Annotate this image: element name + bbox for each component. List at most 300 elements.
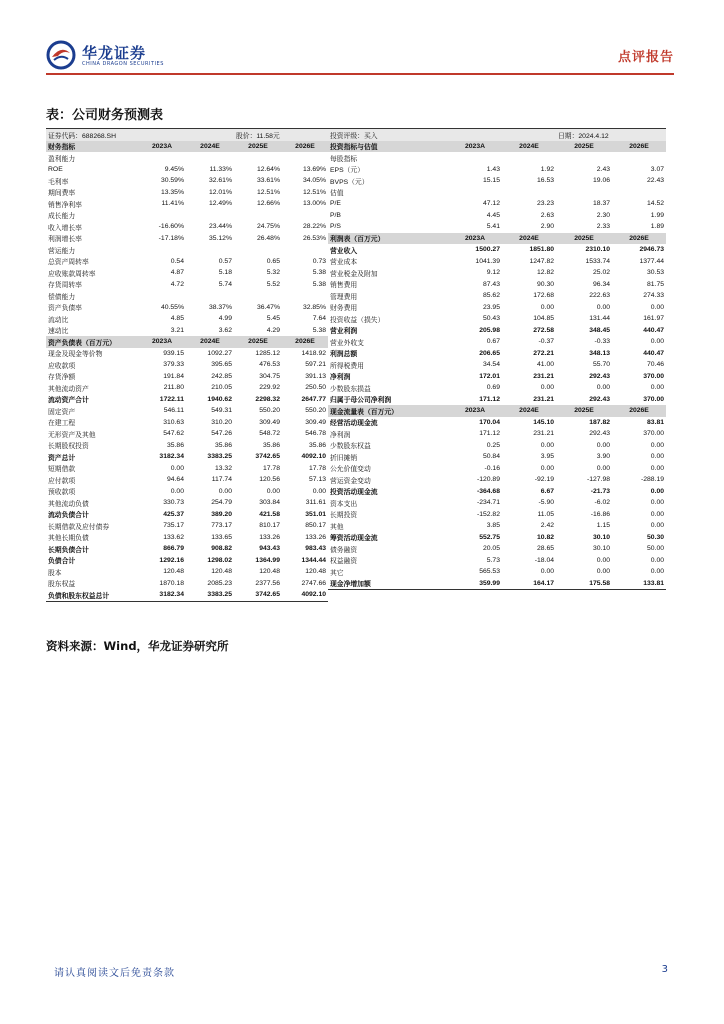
cell-value: 565.53: [479, 568, 500, 576]
cell-value: 231.21: [533, 430, 555, 438]
row-label: 投资收益（损失）: [330, 316, 385, 324]
cell-value: 939.15: [163, 349, 184, 357]
row-label: 负债合计: [48, 558, 76, 566]
cell-value: 5.41: [486, 223, 500, 231]
cell-value: 0.65: [266, 257, 280, 265]
cell-value: 133.65: [211, 533, 232, 541]
cell-value: 57.13: [309, 476, 327, 484]
investment-rating: 投资评级：买入: [328, 129, 556, 141]
cell-value: 1940.62: [207, 395, 232, 403]
cell-value: 4.87: [170, 269, 184, 277]
cell-value: 1364.99: [255, 556, 280, 564]
cell-value: 309.49: [305, 418, 327, 426]
row-label: 现金净增加额: [328, 578, 448, 590]
cell-value: 23.44%: [208, 223, 232, 231]
cell-value: 30.10: [593, 533, 611, 541]
cell-value: 303.84: [259, 499, 280, 507]
table-row: [46, 532, 328, 544]
row-label: 在建工程: [48, 420, 76, 428]
cell-value: 391.13: [305, 372, 327, 380]
table-row: [328, 463, 666, 475]
cell-value: 348.45: [589, 326, 611, 334]
cell-value: 120.56: [259, 476, 280, 484]
table-row: [328, 175, 666, 187]
row-label: 收入增长率: [48, 224, 82, 232]
header-divider: [46, 73, 674, 75]
cell-value: -152.82: [476, 510, 500, 518]
cell-value: 866.79: [163, 545, 184, 553]
cell-value: 311.61: [305, 499, 327, 507]
cell-value: 70.46: [647, 361, 665, 369]
cell-value: 11.41%: [161, 200, 184, 208]
column-header: 2026E: [612, 141, 666, 153]
cell-value: 1533.74: [585, 257, 611, 265]
cell-value: 16.53: [537, 177, 555, 185]
cell-value: 170.04: [479, 418, 500, 426]
row-label: 速动比: [48, 328, 69, 336]
cell-value: -6.02: [594, 499, 611, 507]
row-label: 偿债能力: [48, 293, 76, 301]
cell-value: 2.90: [540, 223, 555, 231]
table-row: [46, 244, 328, 256]
row-label: P/S: [330, 223, 341, 231]
cell-value: 0.00: [650, 556, 665, 564]
cell-value: 35.86: [309, 441, 327, 449]
cell-value: 2.33: [596, 223, 611, 231]
cell-value: 348.13: [589, 349, 611, 357]
cell-value: 191.84: [163, 372, 184, 380]
cell-value: 0.00: [596, 568, 611, 576]
cell-value: [186, 152, 234, 164]
cell-value: 231.21: [533, 372, 555, 380]
cell-value: 4.29: [266, 326, 280, 334]
table-row: [328, 555, 666, 567]
row-label: 资产负债率: [48, 305, 82, 313]
cell-value: 10.82: [537, 533, 555, 541]
cell-value: 370.00: [643, 395, 665, 403]
table-row: [46, 486, 328, 498]
cell-value: [138, 152, 186, 164]
row-label: 期间费率: [48, 190, 76, 198]
cell-value: 1500.27: [475, 246, 500, 254]
cell-value: 1851.80: [529, 246, 555, 254]
cell-value: 395.65: [211, 361, 232, 369]
cell-value: [282, 210, 328, 222]
cell-value: 5.45: [266, 315, 280, 323]
cell-value: 908.82: [211, 545, 232, 553]
cell-value: 597.21: [305, 361, 327, 369]
row-label: 长期股权投资: [48, 443, 89, 451]
row-label: 所得税费用: [330, 362, 364, 370]
row-label: 其它: [330, 569, 344, 577]
row-label: 营业收入: [330, 247, 358, 255]
cell-value: 0.54: [170, 257, 184, 265]
cell-value: 28.65: [537, 545, 555, 553]
row-label: 应收款项: [48, 362, 76, 370]
cell-value: 1298.02: [207, 556, 232, 564]
info-bar-right: [328, 129, 666, 141]
row-label: 管理费用: [330, 293, 358, 301]
table-row: [46, 187, 328, 199]
cell-value: 1292.16: [159, 556, 184, 564]
cell-value: 206.65: [479, 349, 500, 357]
cell-value: 81.75: [647, 280, 665, 288]
table-row: [328, 348, 666, 360]
table-row: [328, 302, 666, 314]
cell-value: 11.05: [537, 510, 555, 518]
cell-value: 4092.10: [301, 453, 327, 461]
cell-value: 1.99: [650, 211, 665, 219]
stock-code: 证券代码：688268.SH: [46, 129, 234, 141]
cell-value: 351.01: [305, 510, 327, 518]
table-row: [46, 152, 328, 164]
row-label: 长期投资: [330, 512, 358, 520]
cell-value: 32.85%: [302, 303, 327, 311]
row-label: 流动比: [48, 316, 69, 324]
section-title: 现金流量表（百万元）: [328, 405, 448, 417]
table-row: [46, 451, 328, 463]
cell-value: 90.30: [537, 280, 555, 288]
page-number: 3: [661, 964, 668, 975]
table-row: [328, 566, 666, 578]
cell-value: 1.43: [486, 165, 500, 173]
cell-value: 254.79: [211, 499, 232, 507]
cell-value: [282, 290, 328, 302]
row-label: 归属于母公司净利润: [330, 397, 392, 405]
cell-value: -120.89: [476, 476, 500, 484]
cell-value: 26.53%: [302, 234, 327, 242]
cell-value: 187.82: [589, 418, 611, 426]
row-label: 销售费用: [330, 282, 358, 290]
cell-value: [186, 290, 234, 302]
cell-value: 211.80: [163, 384, 184, 392]
table-row: [46, 497, 328, 509]
cell-value: -16.86: [590, 510, 611, 518]
cell-value: 94.64: [166, 476, 184, 484]
cell-value: 272.21: [533, 349, 555, 357]
table-row: [328, 474, 666, 486]
cell-value: 7.64: [312, 315, 327, 323]
cell-value: 850.17: [305, 522, 327, 530]
cell-value: 292.43: [589, 430, 611, 438]
cell-value: 6.67: [540, 487, 555, 495]
row-label: 每股指标: [330, 155, 358, 163]
cell-value: 12.64%: [256, 165, 280, 173]
cell-value: 12.82: [537, 269, 555, 277]
source-note: 资料来源：Wind，华龙证券研究所: [46, 639, 229, 653]
table-row: [46, 566, 328, 578]
cell-value: 0.00: [650, 464, 665, 472]
cell-value: 55.70: [593, 361, 611, 369]
info-bar-left: [46, 129, 328, 141]
cell-value: 0.00: [650, 453, 665, 461]
cell-value: 11.33%: [209, 165, 232, 173]
report-type: 点评报告: [617, 50, 674, 65]
column-header: 2023A: [138, 141, 186, 153]
table-row: [328, 336, 666, 348]
cell-value: 30.10: [593, 545, 611, 553]
cell-value: 0.00: [170, 464, 184, 472]
cell-value: 274.33: [643, 292, 665, 300]
cell-value: 1344.44: [301, 556, 327, 564]
cell-value: 2.30: [596, 211, 611, 219]
cell-value: 145.10: [533, 418, 555, 426]
cell-value: 3.95: [540, 453, 555, 461]
table-row: [46, 474, 328, 486]
cell-value: 175.58: [556, 578, 612, 590]
cell-value: 1377.44: [639, 257, 665, 265]
table-row: [328, 221, 666, 233]
cell-value: 3.90: [596, 453, 611, 461]
table-row: [328, 394, 666, 406]
cell-value: -288.19: [640, 476, 665, 484]
cell-value: 5.38: [312, 269, 327, 277]
cell-value: 379.33: [163, 361, 184, 369]
cell-value: 38.37%: [208, 303, 232, 311]
row-label: 预收款项: [48, 489, 76, 497]
cell-value: 50.84: [482, 453, 500, 461]
row-label: 营业外收支: [330, 339, 364, 347]
cell-value: [186, 210, 234, 222]
column-header: 2024E: [502, 233, 556, 245]
table-row: [328, 267, 666, 279]
cell-value: 85.62: [482, 292, 500, 300]
table-row: [328, 187, 666, 199]
row-label: 销售净利率: [48, 201, 82, 209]
cell-value: [556, 187, 612, 199]
cell-value: [186, 244, 234, 256]
table-row: [46, 210, 328, 222]
table-row: [46, 382, 328, 394]
row-label: 投资活动现金流: [330, 489, 378, 497]
table-row: [328, 486, 666, 498]
cell-value: 309.49: [259, 418, 280, 426]
cell-value: -16.60%: [158, 223, 184, 231]
table-row: [328, 532, 666, 544]
cell-value: 133.81: [612, 578, 666, 590]
table-row: [46, 198, 328, 210]
table-row: [328, 279, 666, 291]
cell-value: 0.00: [596, 441, 611, 449]
table-row: [328, 210, 666, 222]
cell-value: 0.73: [312, 257, 327, 265]
cell-value: 35.86: [166, 441, 184, 449]
cell-value: 0.00: [266, 487, 280, 495]
cell-value: 2085.23: [207, 579, 232, 587]
cell-value: 34.05%: [302, 177, 327, 185]
cell-value: [612, 152, 666, 164]
cell-value: [138, 210, 186, 222]
table-row: [328, 198, 666, 210]
table-row: [328, 244, 666, 256]
cell-value: 9.12: [486, 269, 500, 277]
cell-value: 120.48: [259, 568, 280, 576]
cell-value: 440.47: [643, 326, 665, 334]
cell-value: 96.34: [593, 280, 611, 288]
cell-value: 3383.25: [207, 453, 232, 461]
cell-value: 19.06: [593, 177, 611, 185]
table-row: [46, 348, 328, 360]
cell-value: [282, 244, 328, 256]
cell-value: 3383.25: [186, 589, 234, 601]
cell-value: 0.00: [596, 303, 611, 311]
cell-value: 1285.12: [255, 349, 280, 357]
cell-value: 370.00: [643, 372, 665, 380]
row-label: 存货净额: [48, 374, 76, 382]
cell-value: [234, 152, 282, 164]
cell-value: 210.05: [211, 384, 232, 392]
cell-value: 4.72: [170, 280, 184, 288]
table-row: [46, 428, 328, 440]
cell-value: 310.20: [211, 418, 232, 426]
column-header: 2023A: [138, 336, 186, 348]
cell-value: 0.00: [650, 487, 665, 495]
cell-value: 0.00: [312, 487, 327, 495]
cell-value: 983.43: [305, 545, 327, 553]
cell-value: 12.66%: [256, 200, 280, 208]
left-section-header: [46, 336, 328, 348]
column-header: 2024E: [502, 141, 556, 153]
cell-value: 13.35%: [160, 188, 184, 196]
table-row: [46, 463, 328, 475]
cell-value: 1041.39: [475, 257, 500, 265]
row-label: 公允价值变动: [330, 466, 371, 474]
row-label: 流动负债合计: [48, 512, 89, 520]
cell-value: 231.21: [533, 395, 555, 403]
row-label: 债务融资: [330, 546, 358, 554]
table-row: [46, 520, 328, 532]
row-label: 营业成本: [330, 259, 358, 267]
cell-value: 4.85: [170, 315, 184, 323]
right-section-header: [328, 233, 666, 245]
cell-value: 546.78: [305, 430, 327, 438]
cell-value: 0.00: [650, 441, 665, 449]
right-section-header: [328, 405, 666, 417]
row-label: 净利润: [330, 431, 351, 439]
table-row: [328, 520, 666, 532]
cell-value: 548.72: [259, 430, 280, 438]
cell-value: 131.44: [589, 315, 611, 323]
cell-value: 304.75: [259, 372, 280, 380]
column-header: 2026E: [282, 141, 328, 153]
column-header: 2024E: [186, 336, 234, 348]
row-label: BVPS（元）: [330, 178, 369, 186]
cell-value: 161.97: [643, 315, 665, 323]
row-label: 短期借款: [48, 466, 76, 474]
cell-value: 171.12: [479, 430, 500, 438]
section-title: 资产负债表（百万元）: [46, 336, 138, 348]
cell-value: 2298.32: [255, 395, 280, 403]
section-title: 财务指标: [46, 141, 138, 153]
column-header: 2023A: [448, 405, 502, 417]
cell-value: 0.00: [540, 568, 555, 576]
row-label: 应付款项: [48, 477, 76, 485]
cell-value: -0.33: [594, 338, 611, 346]
row-label: 资本支出: [330, 500, 358, 508]
cell-value: 3182.34: [159, 453, 184, 461]
table-row: [328, 313, 666, 325]
cell-value: 12.51%: [302, 188, 327, 196]
cell-value: 1247.82: [529, 257, 555, 265]
cell-value: [234, 244, 282, 256]
cell-value: 5.74: [218, 280, 232, 288]
table-row: [46, 440, 328, 452]
cell-value: 23.23: [537, 200, 555, 208]
cell-value: 26.48%: [256, 234, 280, 242]
cell-value: 1418.92: [301, 349, 327, 357]
cell-value: 12.49%: [208, 200, 232, 208]
row-label: 筹资活动现金流: [330, 535, 378, 543]
cell-value: 87.43: [482, 280, 500, 288]
table-row: [328, 543, 666, 555]
cell-value: 133.26: [259, 533, 280, 541]
table-row: [46, 359, 328, 371]
cell-value: 20.05: [482, 545, 500, 553]
table-row: [46, 325, 328, 337]
table-row: [328, 256, 666, 268]
column-header: 2025E: [556, 233, 612, 245]
cell-value: 2.63: [540, 211, 555, 219]
row-label: 现金及现金等价物: [48, 351, 103, 359]
table-row: [328, 578, 666, 590]
cell-value: 25.02: [593, 269, 611, 277]
cell-value: [556, 152, 612, 164]
left-financial-table: [46, 128, 328, 602]
cell-value: 28.22%: [302, 223, 327, 231]
table-row: [328, 325, 666, 337]
row-label: ROE: [48, 165, 63, 173]
cell-value: -234.71: [476, 499, 500, 507]
cell-value: 550.20: [259, 407, 280, 415]
cell-value: 292.43: [589, 395, 611, 403]
cell-value: 15.15: [482, 177, 500, 185]
row-label: 无形资产及其他: [48, 431, 96, 439]
cell-value: 17.78: [309, 464, 327, 472]
cell-value: 222.63: [589, 292, 611, 300]
row-label: 流动资产合计: [48, 397, 89, 405]
row-label: 财务费用: [330, 305, 358, 313]
cell-value: 172.68: [533, 292, 555, 300]
cell-value: 205.98: [479, 326, 500, 334]
table-row: [46, 290, 328, 302]
cell-value: 2377.56: [255, 579, 280, 587]
cell-value: 547.62: [163, 430, 184, 438]
table-row: [328, 417, 666, 429]
row-label: 少数股东损益: [330, 385, 371, 393]
cell-value: 2.42: [540, 522, 555, 530]
cell-value: -21.73: [590, 487, 611, 495]
column-header: 2025E: [556, 141, 612, 153]
row-label: 营业利润: [330, 328, 358, 336]
cell-value: -127.98: [586, 476, 611, 484]
cell-value: 120.48: [305, 568, 327, 576]
cell-value: 35.86: [214, 441, 232, 449]
table-row: [46, 543, 328, 555]
cell-value: 552.75: [479, 533, 500, 541]
cell-value: 2310.10: [585, 246, 611, 254]
cell-value: 1722.11: [159, 395, 184, 403]
cell-value: 9.45%: [164, 165, 184, 173]
row-label: 净利润: [330, 374, 351, 382]
table-row: [46, 509, 328, 521]
row-label: 资产总计: [48, 454, 76, 462]
cell-value: 4092.10: [282, 589, 328, 601]
cell-value: 33.61%: [256, 177, 280, 185]
row-label: 估值: [330, 190, 344, 198]
cell-value: 13.32: [214, 464, 232, 472]
cell-value: 120.48: [163, 568, 184, 576]
cell-value: 32.61%: [208, 177, 232, 185]
